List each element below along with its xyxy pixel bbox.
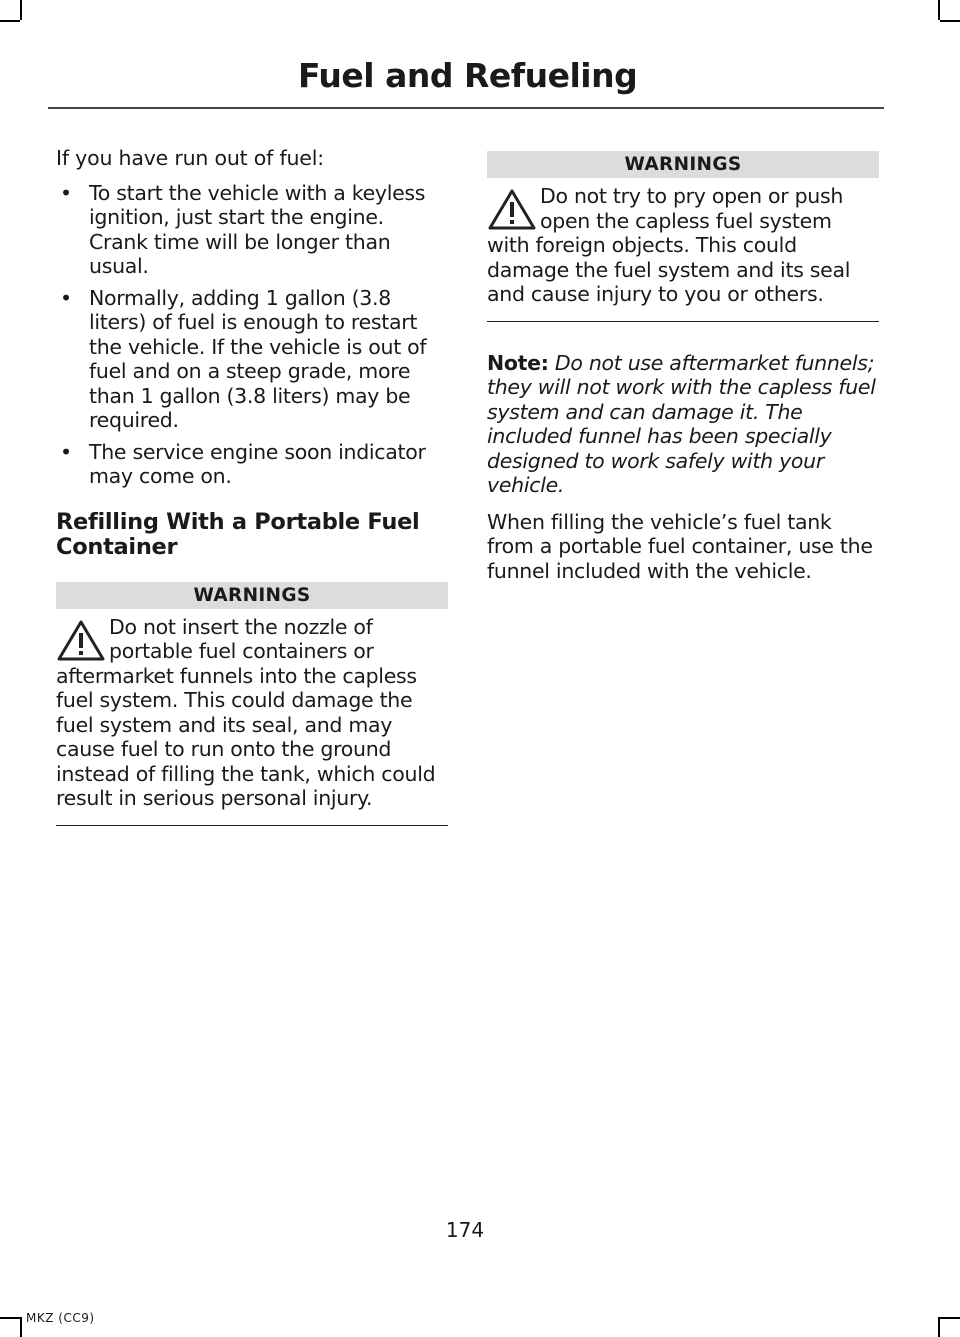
warning-triangle-icon bbox=[56, 619, 106, 663]
list-item-text: Normally, adding 1 gallon (3.8 liters) of fuel is enough to restart the vehicle. If the vehicle is out of fuel and on a steep grade, more than 1 gallon (3.8 liters) may be required. bbox=[89, 285, 427, 432]
warning-box bbox=[56, 582, 448, 826]
crop-mark bbox=[940, 1317, 960, 1319]
list-item-text: To start the vehicle with a keyless ignition, just start the engine. Crank time will be longer than usual. bbox=[89, 180, 426, 278]
crop-mark bbox=[20, 1317, 22, 1337]
page-title: Fuel and Refueling bbox=[298, 56, 638, 95]
list-item bbox=[56, 181, 448, 279]
intro-text: If you have run out of fuel: bbox=[56, 146, 324, 170]
list-item bbox=[56, 440, 448, 489]
warning-text: Do not try to pry open or push open the capless fuel system with foreign objects. This could damage the fuel system and its seal and cause injury to you or others. bbox=[487, 184, 851, 306]
bullet-glyph: • bbox=[60, 439, 72, 464]
body-paragraph: When filling the vehicle’s fuel tank from a portable fuel container, use the funnel included with the vehicle. bbox=[487, 509, 873, 583]
warning-body bbox=[56, 615, 448, 811]
warning-heading: WARNINGS bbox=[56, 582, 448, 609]
warning-box bbox=[487, 151, 879, 322]
note-label: Note: bbox=[487, 350, 549, 375]
page-number: 174 bbox=[445, 1218, 485, 1242]
warning-body bbox=[487, 184, 879, 307]
crop-mark bbox=[938, 1317, 940, 1337]
crop-mark bbox=[20, 0, 22, 20]
crop-mark bbox=[938, 0, 940, 20]
list-item bbox=[56, 286, 448, 433]
list-item-text: The service engine soon indicator may come on. bbox=[89, 439, 426, 488]
left-column bbox=[56, 146, 448, 826]
crop-mark bbox=[940, 20, 960, 22]
bullet-list bbox=[56, 181, 448, 489]
right-column bbox=[487, 146, 879, 583]
warning-triangle-icon bbox=[487, 188, 537, 232]
section-heading: Refilling With a Portable Fuel Container bbox=[56, 508, 420, 560]
warning-heading: WARNINGS bbox=[487, 151, 879, 178]
crop-mark bbox=[0, 1317, 20, 1319]
crop-mark bbox=[0, 20, 20, 22]
header-divider bbox=[48, 107, 884, 109]
note bbox=[487, 351, 879, 498]
note-text: Do not use aftermarket funnels; they will not work with the capless fuel system and can damage it. The included funnel has been specially designed to work safely with your vehicle. bbox=[487, 350, 876, 497]
warning-text: Do not insert the nozzle of portable fuel containers or aftermarket funnels into the capless fuel system. This could damage the fuel system and its seal, and may cause fuel to run onto the ground instead of filling the tank, which could result in serious personal injury. bbox=[56, 614, 436, 810]
model-label: MKZ (CC9) bbox=[26, 1311, 95, 1325]
bullet-glyph: • bbox=[60, 285, 72, 310]
bullet-glyph: • bbox=[60, 180, 72, 205]
